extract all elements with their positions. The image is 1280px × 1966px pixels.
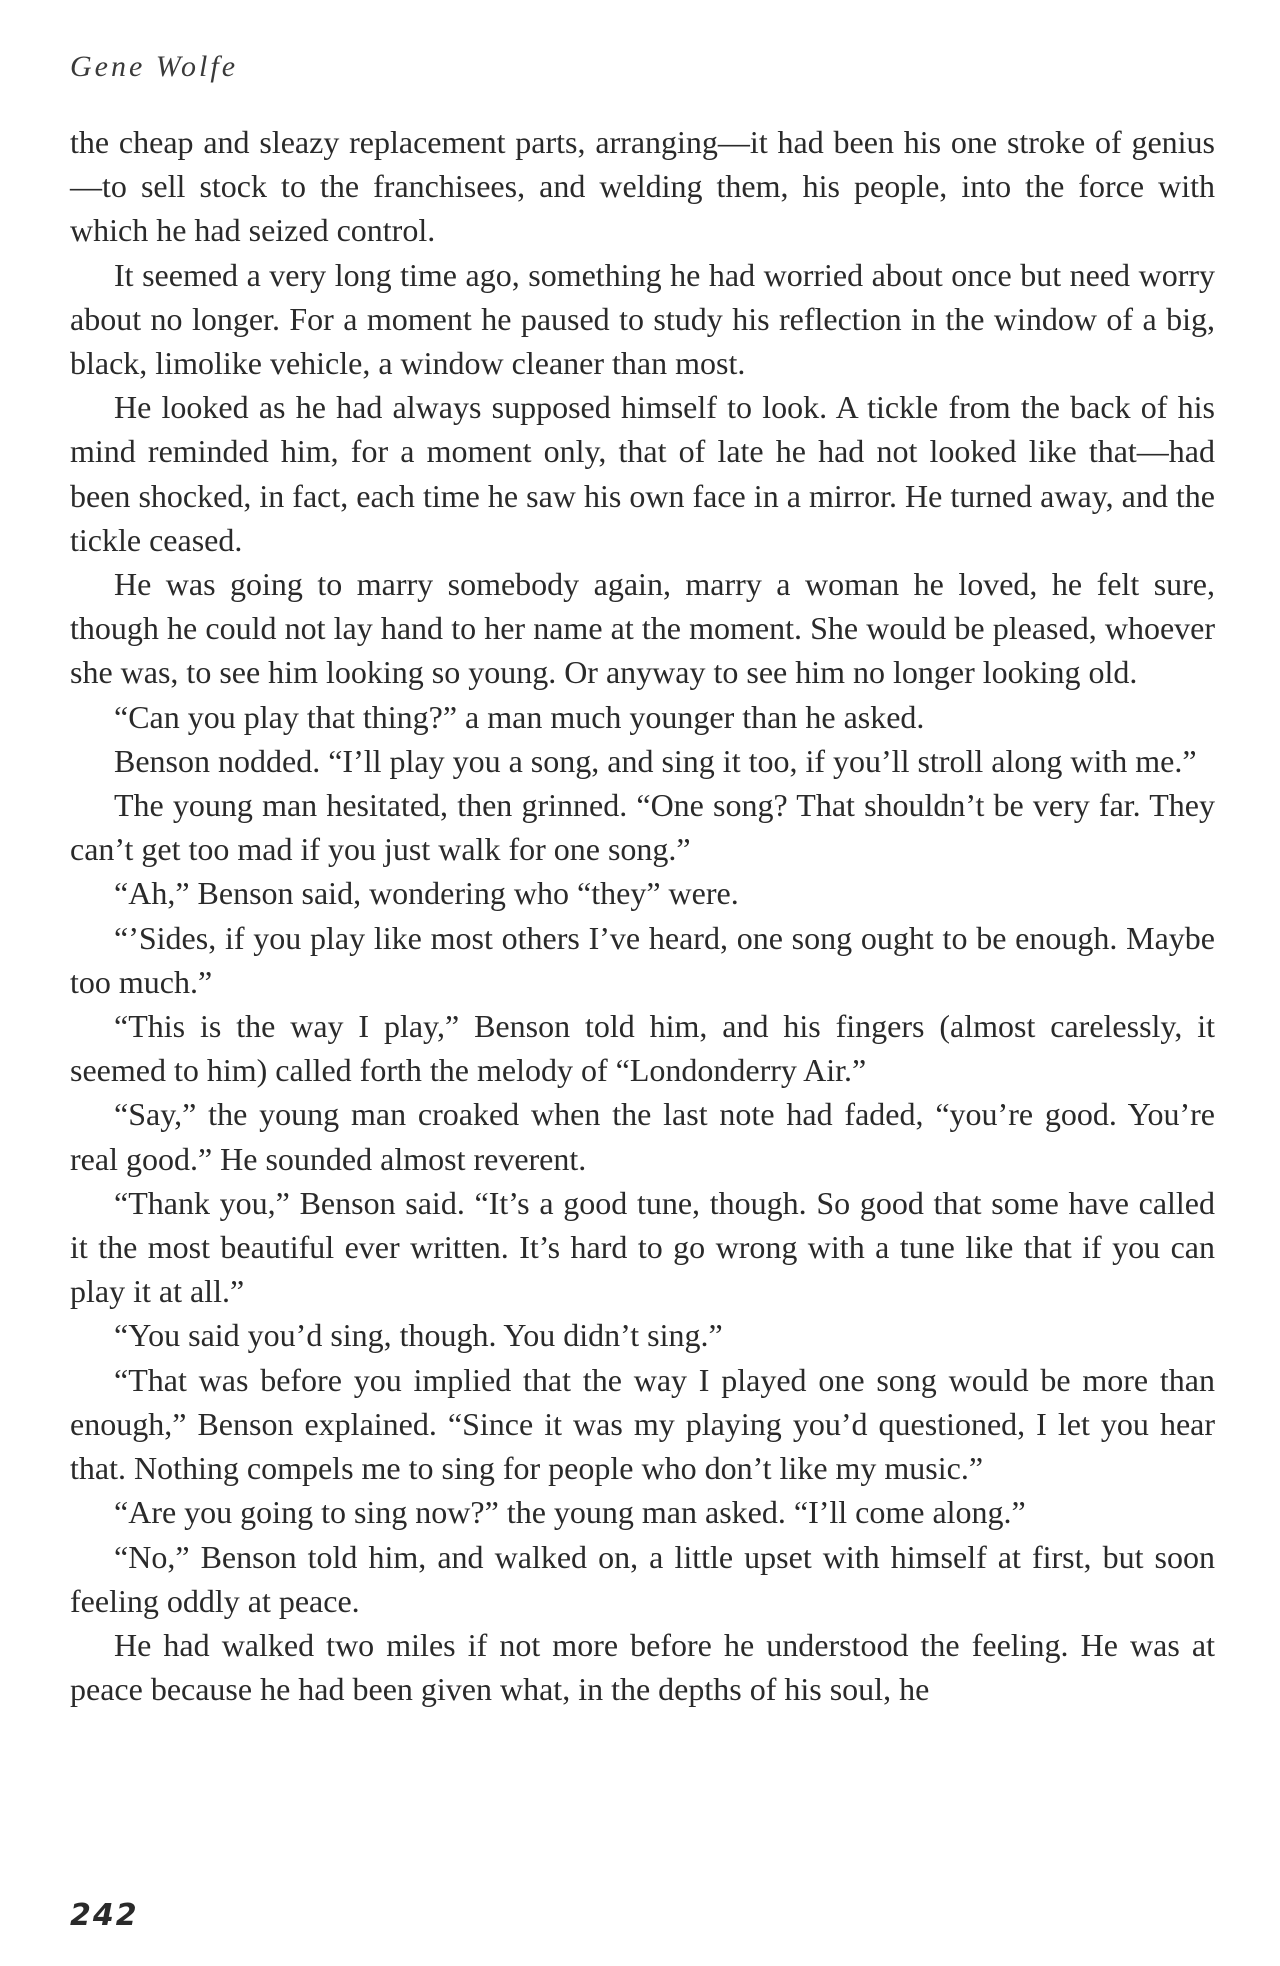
paragraph: “’Sides, if you play like most others I’ve heard, one song ought to be enough. Maybe too much.” xyxy=(70,919,1215,1000)
paragraph: “That was before you implied that the way I played one song would be more than enough,” Benson explained. “Since it was my playing you’d questioned, I let you hear that. Nothing compels me to sing for people who don’t like my music.” xyxy=(70,1361,1215,1487)
paragraph: “This is the way I play,” Benson told him, and his fingers (almost carelessly, it seemed to him) called forth the melody of “Londonderry Air.” xyxy=(70,1008,1215,1089)
paragraph: “Ah,” Benson said, wondering who “they” were. xyxy=(114,875,739,912)
paragraph: Benson nodded. “I’ll play you a song, and sing it too, if you’ll stroll along with me.” xyxy=(114,742,1197,779)
paragraph: It seemed a very long time ago, something he had worried about once but need worry about no longer. For a moment he paused to study his reflection in the window of a big, black, limolike vehicle, a window cleaner than most. xyxy=(70,256,1215,382)
paragraph: He had walked two miles if not more before he understood the feeling. He was at peace because he had been given what, in the depths of his soul, he xyxy=(70,1626,1215,1708)
paragraph: “No,” Benson told him, and walked on, a little upset with himself at first, but soon feeling oddly at peace. xyxy=(70,1538,1215,1619)
paragraph: He was going to marry somebody again, marry a woman he loved, he felt sure, though he could not lay hand to her name at the moment. She would be pleased, whoever she was, to see him looking so young. Or anyway to see him no longer looking old. xyxy=(70,566,1215,691)
paragraph: the cheap and sleazy replacement parts, arranging—it had been his one stroke of genius—to sell stock to the franchisees, and welding them, his people, into the force with which he had seized control. xyxy=(70,124,1215,249)
paragraph: He looked as he had always supposed himself to look. A tickle from the back of his mind reminded him, for a moment only, that of late he had not looked like that—had been shocked, in fact, each time he saw his own face in a mirror. He turned away, and the tickle ceased. xyxy=(70,389,1215,558)
paragraph: “Say,” the young man croaked when the last note had faded, “you’re good. You’re real good.” He sounded almost reverent. xyxy=(70,1096,1215,1177)
paragraph: “Can you play that thing?” a man much younger than he asked. xyxy=(114,698,925,735)
page-number: 242 xyxy=(70,1898,139,1933)
paragraph: The young man hesitated, then grinned. “One song? That shouldn’t be very far. They can’t get too mad if you just walk for one song.” xyxy=(70,787,1215,868)
paragraph: “Thank you,” Benson said. “It’s a good tune, though. So good that some have called it the most beautiful ever written. It’s hard to go wrong with a tune like that if you can play it at all.” xyxy=(70,1184,1215,1310)
paragraph: “Are you going to sing now?” the young man asked. “I’ll come along.” xyxy=(114,1494,1026,1531)
paragraph: “You said you’d sing, though. You didn’t sing.” xyxy=(114,1317,723,1354)
body-text xyxy=(70,120,1215,1711)
running-head: Gene Wolfe xyxy=(70,50,239,83)
